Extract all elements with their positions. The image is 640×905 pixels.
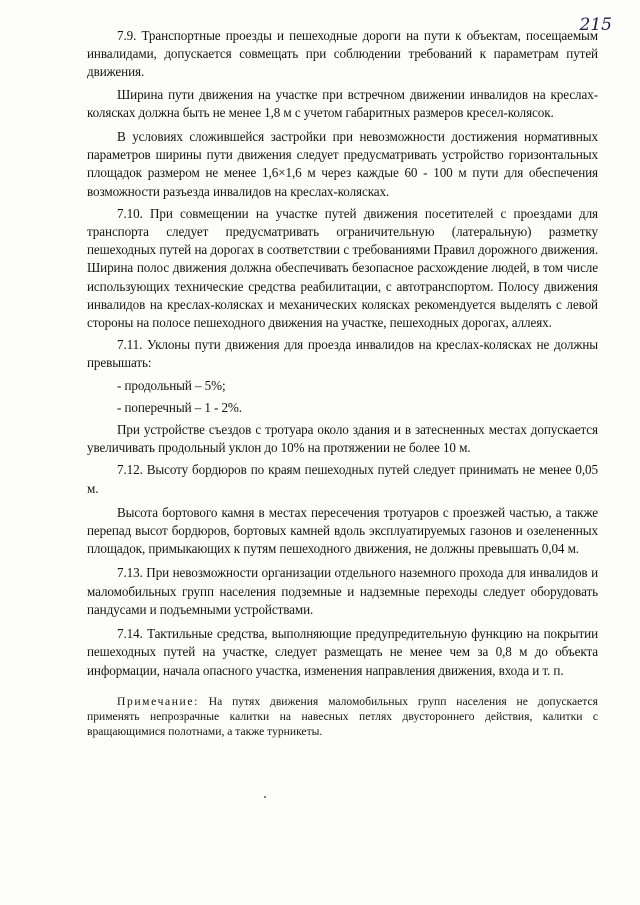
list-item-longitudinal: - продольный – 5%; xyxy=(117,377,226,393)
paragraph-7-10: 7.10. При совмещении на участке путей движения посетителей с проездами для транспорта следует предусматривать ограничительную (латеральную) разметку пешеходных путей на дорогах в соответствии с требованиями Правил дорожного движения. Ширина полос движения должна обеспечивать безопасное расхождение людей, в том числе использующих технические средства реабилитации, с автотранспортом. Полосу движения инвалидов на креслах-колясках и механических колясках рекомендуется выделять с левой стороны на полосе пешеходного движения на участке, пешеходных дорогах, аллеях. xyxy=(87,205,598,331)
document-body xyxy=(87,27,598,680)
paragraph-7-14: 7.14. Тактильные средства, выполняющие предупредительную функцию на покрытии пешеходных путей на участке, следует размещать не менее чем за 0,8 м до объекта информации, начала опасного участка, изменения направления движения, входа и т. п. xyxy=(87,626,598,678)
paragraph-7-11: 7.11. Уклоны пути движения для проезда инвалидов на креслах-колясках не должны превышать: xyxy=(87,337,598,371)
list-item-transverse: - поперечный – 1 - 2%. xyxy=(117,399,242,415)
page-number: 215 xyxy=(579,15,612,35)
note-text: На путях движения маломобильных групп населения не допускается применять непрозрачные калитки на навесных петлях двустороннего действия, калитки с вращающимися полотнами, а также турникеты. xyxy=(87,695,598,739)
paragraph-7-13: 7.13. При невозможности организации отдельного наземного прохода для инвалидов и маломобильных групп населения подземные и надземные переходы следует оборудовать пандусами и подъемными устройствами. xyxy=(87,565,598,617)
note xyxy=(87,694,598,740)
paragraph-7-12: 7.12. Высоту бордюров по краям пешеходных путей следует принимать не менее 0,05 м. xyxy=(87,462,598,496)
paragraph-ramps: При устройстве съездов с тротуара около здания и в затесненных местах допускается увеличивать продольный уклон до 10% на протяжении не более 10 м. xyxy=(87,422,598,456)
paragraph-7-9: 7.9. Транспортные проезды и пешеходные дороги на пути к объектам, посещаемым инвалидами, допускается совмещать при соблюдении требований к параметрам путей движения. xyxy=(87,28,598,80)
paragraph-curb-height: Высота бортового камня в местах пересечения тротуаров с проезжей частью, а также перепад высот бордюров, бортовых камней вдоль эксплуатируемых газонов и озелененных площадок, примыкающих к путям пешеходного движения, не должны превышать 0,04 м. xyxy=(87,504,598,557)
note-label: Примечание: xyxy=(117,695,199,708)
scan-speck xyxy=(264,796,266,798)
paragraph-width: Ширина пути движения на участке при встречном движении инвалидов на креслах-колясках должна быть не менее 1,8 м с учетом габаритных размеров кресел-колясок. xyxy=(87,86,598,120)
paragraph-conditions: В условиях сложившейся застройки при невозможности достижения нормативных параметров ширины пути движения следует предусматривать устройство горизонтальных площадок размером не менее 1,6×1,6 м через каждые 60 - 100 м пути для обеспечения возможности разъезда инвалидов на креслах-колясках. xyxy=(87,129,598,199)
